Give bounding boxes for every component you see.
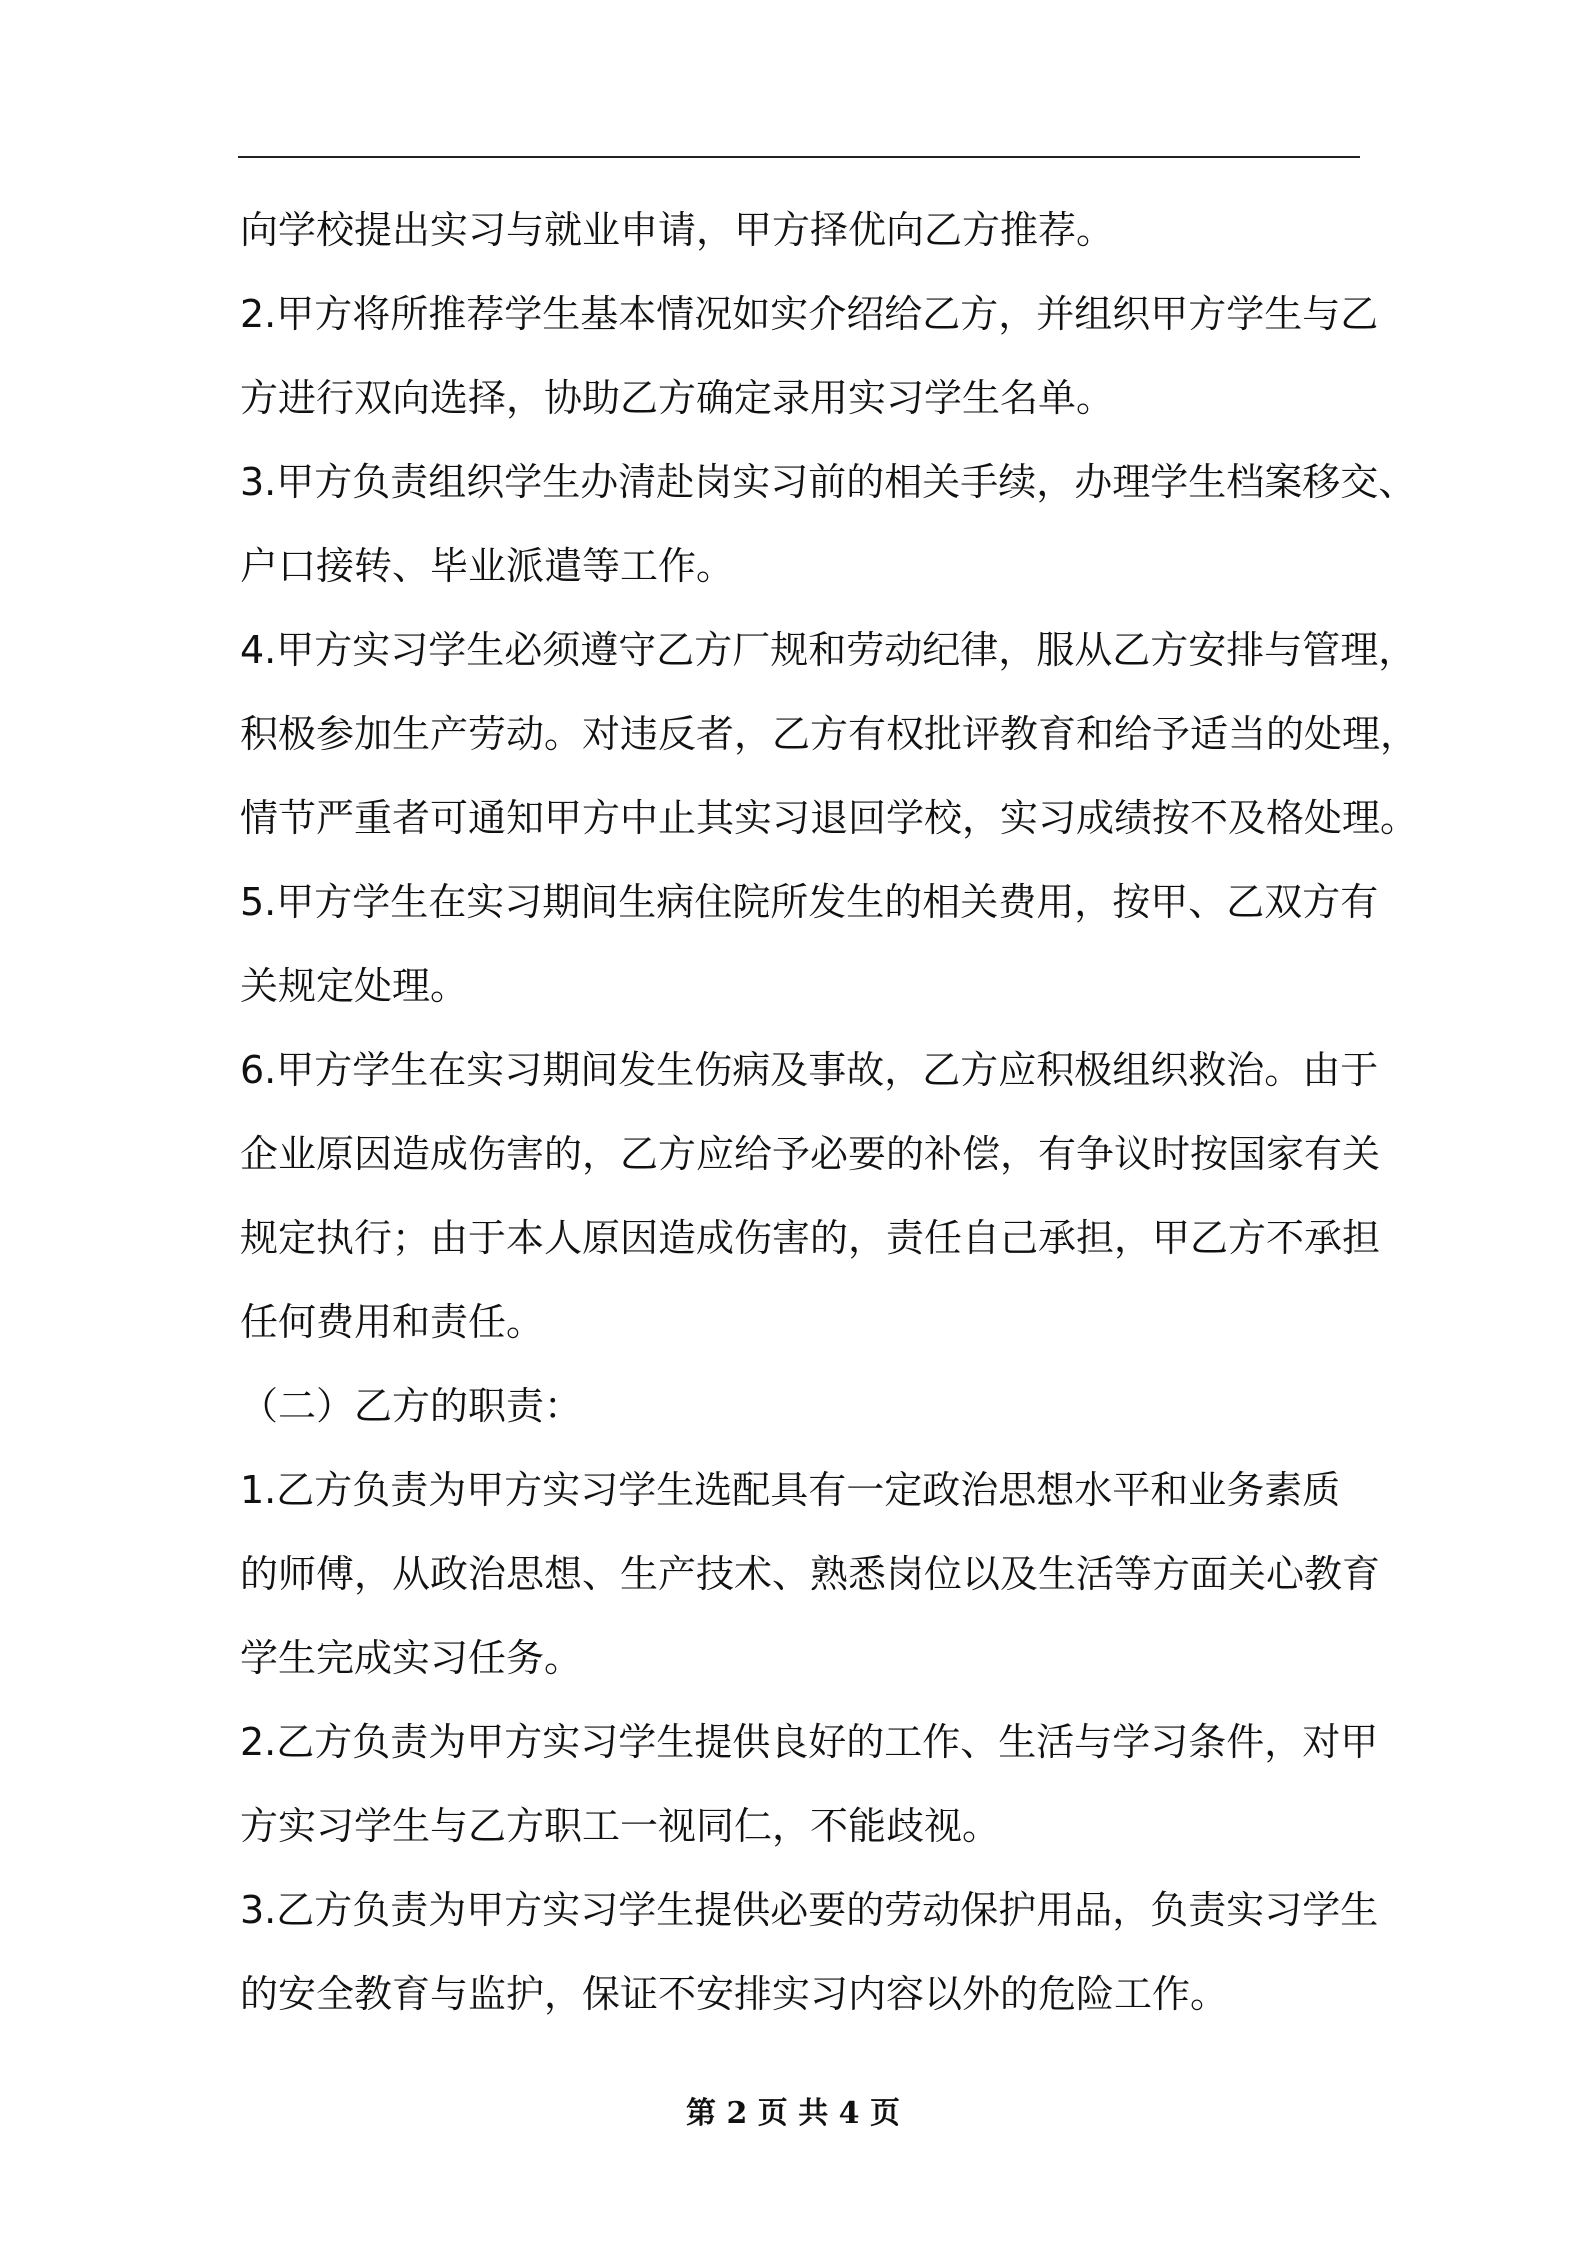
text-line: 积极参加生产劳动。对违反者，乙方有权批评教育和给予适当的处理， bbox=[240, 712, 1419, 756]
text-line: 方进行双向选择，协助乙方确定录用实习学生名单。 bbox=[240, 376, 1115, 420]
text-line: 4.甲方实习学生必须遵守乙方厂规和劳动纪律，服从乙方安排与管理， bbox=[240, 628, 1417, 672]
document-body bbox=[240, 188, 1419, 2036]
text-line: 的安全教育与监护，保证不安排实习内容以外的危险工作。 bbox=[240, 1972, 1229, 2016]
text-line: 2.甲方将所推荐学生基本情况如实介绍给乙方，并组织甲方学生与乙 bbox=[240, 292, 1379, 336]
section-heading: （二）乙方的职责： bbox=[240, 1384, 583, 1428]
text-line: 企业原因造成伤害的，乙方应给予必要的补偿，有争议时按国家有关 bbox=[240, 1132, 1381, 1176]
text-line: 户口接转、毕业派遣等工作。 bbox=[240, 544, 735, 588]
header-divider bbox=[238, 156, 1360, 158]
text-line: 3.甲方负责组织学生办清赴岗实习前的相关手续，办理学生档案移交、 bbox=[240, 460, 1417, 504]
text-line: 6.甲方学生在实习期间发生伤病及事故，乙方应积极组织救治。由于 bbox=[240, 1048, 1379, 1092]
text-line: 情节严重者可通知甲方中止其实习退回学校，实习成绩按不及格处理。 bbox=[240, 796, 1419, 840]
text-line: 方实习学生与乙方职工一视同仁，不能歧视。 bbox=[240, 1804, 1001, 1848]
text-line: 3.乙方负责为甲方实习学生提供必要的劳动保护用品，负责实习学生 bbox=[240, 1888, 1379, 1932]
text-line: 的师傅，从政治思想、生产技术、熟悉岗位以及生活等方面关心教育 bbox=[240, 1552, 1381, 1596]
text-line: 向学校提出实习与就业申请，甲方择优向乙方推荐。 bbox=[240, 208, 1115, 252]
text-line: 1.乙方负责为甲方实习学生选配具有一定政治思想水平和业务素质 bbox=[240, 1468, 1341, 1512]
text-line: 规定执行；由于本人原因造成伤害的，责任自己承担，甲乙方不承担 bbox=[240, 1216, 1381, 1260]
text-line: 关规定处理。 bbox=[240, 964, 469, 1008]
text-line: 2.乙方负责为甲方实习学生提供良好的工作、生活与学习条件，对甲 bbox=[240, 1720, 1379, 1764]
text-line: 任何费用和责任。 bbox=[240, 1300, 545, 1344]
text-line: 5.甲方学生在实习期间生病住院所发生的相关费用，按甲、乙双方有 bbox=[240, 880, 1379, 924]
text-line: 学生完成实习任务。 bbox=[240, 1636, 583, 1680]
page-number-footer: 第 2 页 共 4 页 bbox=[686, 2096, 900, 2131]
